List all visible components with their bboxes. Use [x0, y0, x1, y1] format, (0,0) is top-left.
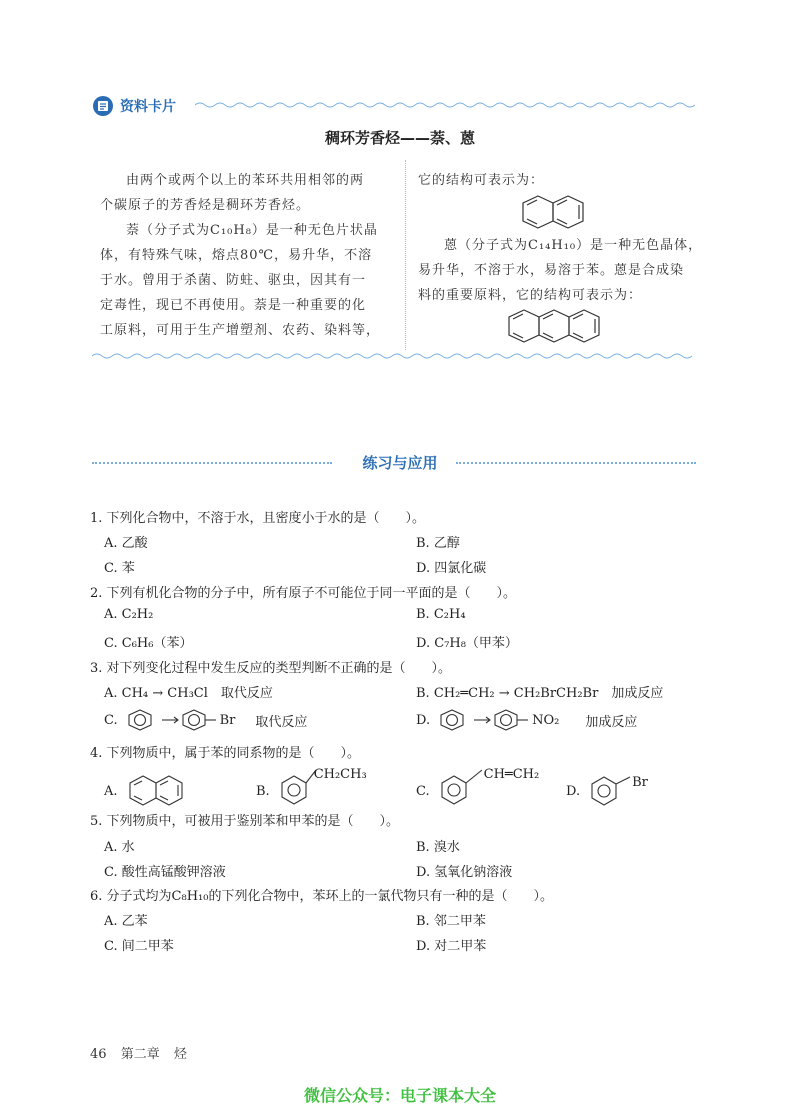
ethylbenzene-structure — [278, 762, 318, 808]
card-left-line: 于水。曾用于杀菌、防蛀、驱虫，因其有一 — [100, 273, 367, 288]
question-5-option-c[interactable]: C. 酸性高锰酸钾溶液 — [104, 865, 226, 880]
card-right-line: 料的重要原料，它的结构可表示为： — [418, 288, 643, 303]
option-letter: A. — [104, 783, 118, 799]
card-right-text — [418, 233, 702, 308]
substituent-label: NO₂ — [532, 712, 560, 728]
question-4-option-c[interactable] — [416, 762, 539, 808]
question-4-stem: 4. 下列物质中，属于苯的同系物的是（ ）。 — [90, 746, 361, 761]
card-left-line: 萘（分子式为C₁₀H₈）是一种无色片状晶 — [126, 223, 378, 238]
card-header — [92, 95, 176, 117]
question-6-option-d[interactable]: D. 对二甲苯 — [416, 939, 487, 954]
question-4-option-b[interactable] — [256, 762, 367, 808]
card-left-line: 工原料，可用于生产增塑剂、农药、染料等， — [100, 323, 381, 338]
card-column-divider — [405, 160, 407, 350]
section-divider-right — [456, 462, 696, 464]
question-2-option-a[interactable]: A. C₂H₂ — [104, 607, 154, 622]
question-2-stem: 2. 下列有机化合物的分子中，所有原子不可能位于同一平面的是（ ）。 — [90, 586, 517, 601]
reaction-type: 取代反应 — [255, 714, 308, 730]
styrene-structure — [438, 762, 486, 808]
card-top-divider — [195, 101, 695, 109]
substituent-label: Br — [219, 712, 236, 728]
question-6-option-a[interactable]: A. 乙苯 — [104, 914, 148, 929]
question-3-option-c[interactable] — [104, 708, 307, 732]
question-1-option-b[interactable]: B. 乙醇 — [416, 536, 460, 551]
question-2-option-d[interactable]: D. C₇H₈（甲苯） — [416, 636, 518, 651]
question-6-option-b[interactable]: B. 邻二甲苯 — [416, 914, 486, 929]
substituent-label: CH₂CH₃ — [313, 766, 367, 782]
card-right-intro: 它的结构可表示为： — [418, 173, 545, 188]
question-1-option-d[interactable]: D. 四氯化碳 — [416, 561, 487, 576]
chapter-topic: 烃 — [173, 1047, 187, 1062]
naphthalene-structure — [522, 192, 586, 232]
page-footer — [90, 1043, 197, 1062]
substituent-label: Br — [632, 774, 648, 790]
card-left-line: 由两个或两个以上的苯环共用相邻的两 — [126, 173, 365, 188]
question-2-option-b[interactable]: B. C₂H₄ — [416, 607, 466, 622]
question-3-stem: 3. 对下列变化过程中发生反应的类型判断不正确的是（ ）。 — [90, 661, 452, 676]
card-left-text — [100, 168, 400, 343]
card-label: 资料卡片 — [120, 99, 176, 115]
question-5-stem: 5. 下列物质中，可被用于鉴别苯和甲苯的是（ ）。 — [90, 814, 400, 829]
question-5-option-a[interactable]: A. 水 — [104, 840, 135, 855]
benzene-to-bromobenzene-scheme — [124, 708, 274, 732]
page-number: 46 — [90, 1047, 107, 1062]
benzene-to-nitrobenzene-scheme — [436, 708, 586, 732]
bromobenzene-structure — [588, 774, 632, 808]
section-title-text: 练习与应用 — [362, 454, 438, 472]
question-1-option-a[interactable]: A. 乙酸 — [104, 536, 148, 551]
option-letter: C. — [104, 712, 118, 728]
chapter-label: 第二章 — [120, 1047, 160, 1062]
option-letter: C. — [416, 783, 430, 799]
card-left-line: 定毒性，现已不再使用。萘是一种重要的化 — [100, 298, 367, 313]
question-5-option-b[interactable]: B. 溴水 — [416, 840, 460, 855]
question-3-option-b[interactable]: B. CH₂═CH₂ → CH₂BrCH₂Br 加成反应 — [416, 686, 664, 701]
option-letter: D. — [566, 783, 581, 799]
question-3-option-d[interactable] — [416, 708, 637, 732]
bottom-watermark: 微信公众号：电子课本大全 — [303, 1086, 496, 1105]
anthracene-structure — [508, 306, 602, 346]
question-6-stem: 6. 分子式均为C₈H₁₀的下列化合物中，苯环上的一氯代物只有一种的是（ ）。 — [90, 889, 553, 904]
reaction-type: 加成反应 — [585, 714, 638, 730]
naphthalene-structure — [128, 774, 188, 808]
card-right-line: 易升华，不溶于水，易溶于苯。蒽是合成染 — [418, 263, 685, 278]
notebook-icon — [92, 95, 114, 117]
question-3-option-a[interactable]: A. CH₄ → CH₃Cl 取代反应 — [104, 686, 273, 701]
question-6-option-c[interactable]: C. 间二甲苯 — [104, 939, 174, 954]
question-4-option-d[interactable] — [566, 774, 648, 808]
question-2-option-c[interactable]: C. C₆H₆（苯） — [104, 636, 193, 651]
card-left-line: 体，有特殊气味，熔点80℃，易升华，不溶 — [100, 248, 373, 263]
question-5-option-d[interactable]: D. 氢氧化钠溶液 — [416, 865, 513, 880]
option-letter: D. — [416, 712, 431, 728]
card-left-line: 个碳原子的芳香烃是稠环芳香烃。 — [100, 198, 311, 213]
question-1-option-c[interactable]: C. 苯 — [104, 561, 135, 576]
option-letter: B. — [256, 783, 270, 799]
card-title: 稠环芳香烃——萘、蒽 — [324, 129, 475, 147]
card-bottom-divider — [92, 352, 695, 360]
substituent-label: CH═CH₂ — [483, 766, 540, 782]
card-right-line: 蒽（分子式为C₁₄H₁₀）是一种无色晶体， — [444, 238, 703, 253]
question-1-stem: 1. 下列化合物中，不溶于水，且密度小于水的是（ ）。 — [90, 511, 426, 526]
question-4-option-a[interactable] — [104, 774, 188, 808]
